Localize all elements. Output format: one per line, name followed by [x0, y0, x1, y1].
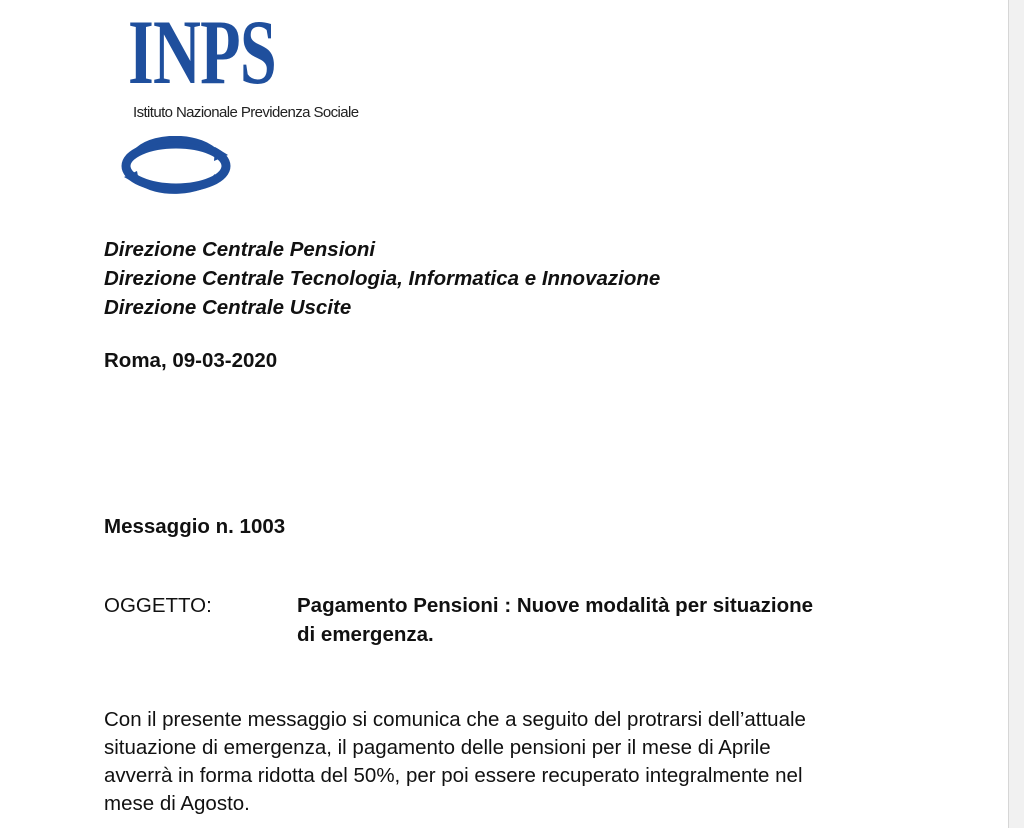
department-line-tecnologia: Direzione Centrale Tecnologia, Informatica e Innovazione — [104, 267, 661, 290]
department-line-pensioni: Direzione Centrale Pensioni — [104, 238, 376, 261]
body-line-2: situazione di emergenza, il pagamento delle pensioni per il mese di Aprile — [104, 736, 771, 759]
inps-arrows-emblem-icon — [120, 136, 232, 194]
body-line-4: mese di Agosto. — [104, 792, 250, 815]
inps-logo-subtitle: Istituto Nazionale Previdenza Sociale — [133, 104, 359, 121]
subject-label: OGGETTO: — [104, 594, 212, 617]
subject-text — [297, 591, 813, 649]
subject-line-2: di emergenza. — [297, 623, 434, 646]
inps-logo-wordmark: INPS — [128, 1, 277, 103]
subject-line-1: Pagamento Pensioni : Nuove modalità per situazione — [297, 594, 814, 617]
body-line-3: avverrà in forma ridotta del 50%, per poi essere recuperato integralmente nel — [104, 764, 803, 787]
department-line-uscite: Direzione Centrale Uscite — [104, 296, 352, 319]
document-date: Roma, 09-03-2020 — [104, 349, 278, 372]
message-number: Messaggio n. 1003 — [104, 515, 286, 538]
body-line-1: Con il presente messaggio si comunica che a seguito del protrarsi dell’attuale — [104, 708, 806, 731]
